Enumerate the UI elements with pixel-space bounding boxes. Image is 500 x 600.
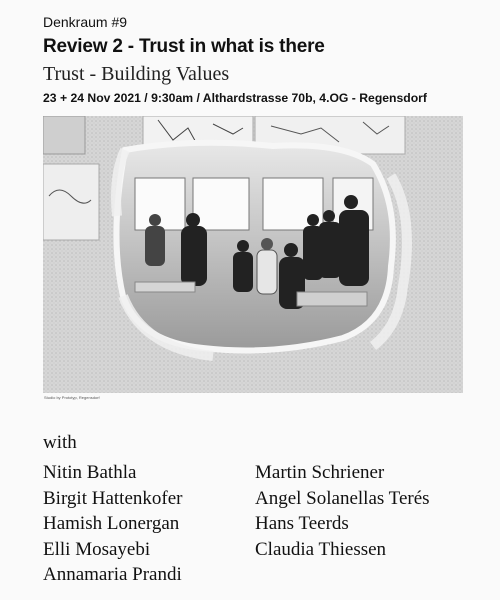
event-series-label: Denkraum #9 [43, 14, 128, 30]
event-subtitle: Trust - Building Values [43, 63, 230, 85]
participant-name: Hamish Lonergan [43, 513, 180, 534]
participant-name: Angel Solanellas Terés [255, 487, 430, 509]
event-title: Review 2 - Trust in what is there [43, 36, 325, 57]
participants-column-1 [43, 460, 182, 588]
participant-name: Claudia Thiessen [255, 538, 387, 560]
event-details: 23 + 24 Nov 2021 / 9:30am / Althardstrasse 70b, 4.OG - Regensdorf [43, 91, 427, 105]
participant-name: Nitin Bathla [43, 462, 137, 483]
participant-name: Hans Teerds [255, 513, 349, 534]
participants-column-2 [255, 460, 430, 562]
participant-name: Elli Mosayebi [43, 538, 151, 560]
participant-name: Birgit Hattenkofer [43, 487, 183, 509]
event-photo [43, 116, 463, 393]
participant-name: Annamaria Prandi [43, 564, 182, 585]
participants-label: with [43, 432, 77, 453]
photo-caption: Studio by Prototyp, Regensdorf [44, 395, 100, 400]
participant-name: Martin Schriener [255, 462, 385, 483]
